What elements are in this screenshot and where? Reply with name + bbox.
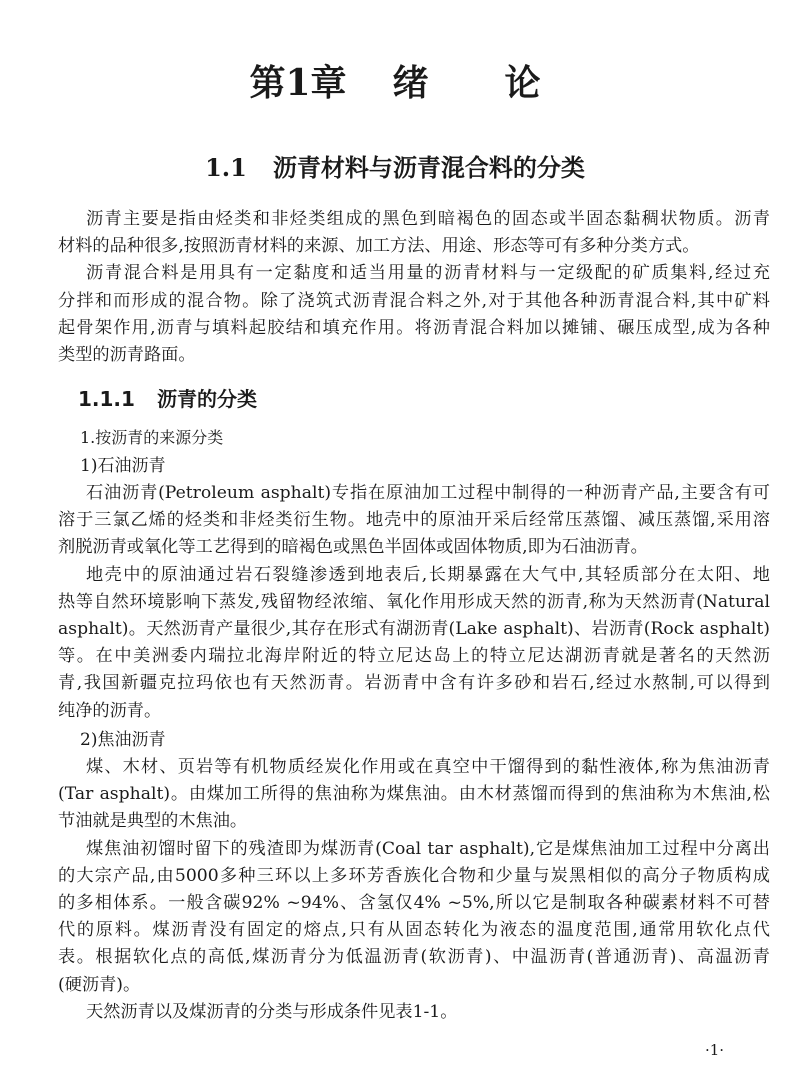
text-line: 地壳中的原油通过岩石裂缝渗透到地表后,长期暴露在大气中,其轻质部分在太阳、地 (86, 564, 770, 585)
text-line: 纯净的沥青。 (58, 700, 162, 721)
text-line: 煤、木材、页岩等有机物质经炭化作用或在真空中干馏得到的黏性液体,称为焦油沥青 (86, 757, 770, 777)
text-line: (Tar asphalt)。由煤加工所得的焦油称为煤焦油。由木材蒸馏而得到的焦油称为木焦油,松 (58, 784, 770, 805)
paragraph (58, 836, 770, 999)
text-line: 材料的品种很多,按照沥青材料的来源、加工方法、用途、形态等可有多种分类方式。 (58, 236, 700, 257)
text-line: 分拌和而形成的混合物。除了浇筑式沥青混合料之外,对于其他各种沥青混合料,其中矿料 (58, 290, 770, 311)
paragraph (58, 206, 770, 260)
subsection-title-text: 沥青的分类 (156, 387, 257, 411)
chapter-number: 第1章 (249, 62, 347, 104)
subsection-title (78, 384, 257, 414)
text-line: (硬沥青)。 (58, 974, 141, 995)
paragraph (58, 480, 770, 562)
text-line: 的大宗产品,由5000多种三环以上多环芳香族化合物和少量与炭黑相似的高分子物质构成 (58, 865, 770, 886)
item2-text (58, 754, 770, 1026)
text-line: 天然沥青以及煤沥青的分类与形成条件见表1-1。 (86, 1001, 458, 1022)
text-line: 节油就是典型的木焦油。 (58, 811, 248, 832)
text-line: asphalt)。天然沥青产量很少,其存在形式有湖沥青(Lake asphalt)、岩沥青(Rock asphalt) (58, 618, 770, 639)
intro-text (58, 206, 770, 369)
text-line: 起骨架作用,沥青与填料起胶结和填充作用。将沥青混合料加以摊铺、碾压成型,成为各种 (58, 317, 770, 338)
section-title-text: 沥青材料与沥青混合料的分类 (272, 154, 585, 182)
text-line: 等。在中美洲委内瑞拉北海岸附近的特立尼达岛上的特立尼达湖沥青就是著名的天然沥 (58, 646, 770, 667)
text-line: 剂脱沥青或氧化等工艺得到的暗褐色或黑色半固体或固体物质,即为石油沥青。 (58, 537, 648, 558)
text-line: 类型的沥青路面。 (58, 344, 196, 365)
chapter-title-word-1: 绪 (392, 62, 429, 104)
item1-label: 1)石油沥青 (80, 456, 166, 476)
text-line: 热等自然环境影响下蒸发,残留物经浓缩、氧化作用形成天然的沥青,称为天然沥青(Natural (58, 591, 770, 612)
subsection-number: 1.1.1 (78, 387, 135, 411)
item1-text (58, 480, 770, 725)
page-number: ·1· (705, 1041, 725, 1059)
text-line: 煤焦油初馏时留下的残渣即为煤沥青(Coal tar asphalt),它是煤焦油加工过程中分离出 (86, 838, 770, 859)
classification-heading: 1.按沥青的来源分类 (80, 428, 224, 447)
text-line: 表。根据软化点的高低,煤沥青分为低温沥青(软沥青)、中温沥青(普通沥青)、高温沥青 (58, 947, 770, 968)
item2-label: 2)焦油沥青 (80, 730, 166, 750)
paragraph (58, 999, 770, 1026)
text-line: 溶于三氯乙烯的烃类和非烃类衍生物。地壳中的原油开采后经常压蒸馏、减压蒸馏,采用溶 (58, 510, 770, 531)
text-line: 青,我国新疆克拉玛依也有天然沥青。岩沥青中含有许多砂和岩石,经过水熬制,可以得到 (58, 673, 770, 694)
text-line: 石油沥青(Petroleum asphalt)专指在原油加工过程中制得的一种沥青产品,主要含有可 (86, 483, 770, 503)
paragraph (58, 260, 770, 369)
text-line: 的多相体系。一般含碳92% ~94%、含氢仅4% ~5%,所以它是制取各种碳素材料不可替 (58, 892, 770, 913)
text-line: 代的原料。煤沥青没有固定的熔点,只有从固态转化为液态的温度范围,通常用软化点代 (58, 920, 770, 941)
text-line: 沥青混合料是用具有一定黏度和适当用量的沥青材料与一定级配的矿质集料,经过充 (86, 263, 770, 284)
paragraph (58, 562, 770, 725)
text-line: 沥青主要是指由烃类和非烃类组成的黑色到暗褐色的固态或半固态黏稠状物质。沥青 (86, 209, 770, 229)
chapter-title (0, 58, 790, 108)
section-title (0, 151, 790, 185)
section-number: 1.1 (205, 153, 247, 182)
paragraph (58, 754, 770, 836)
chapter-title-word-2: 论 (504, 62, 541, 104)
